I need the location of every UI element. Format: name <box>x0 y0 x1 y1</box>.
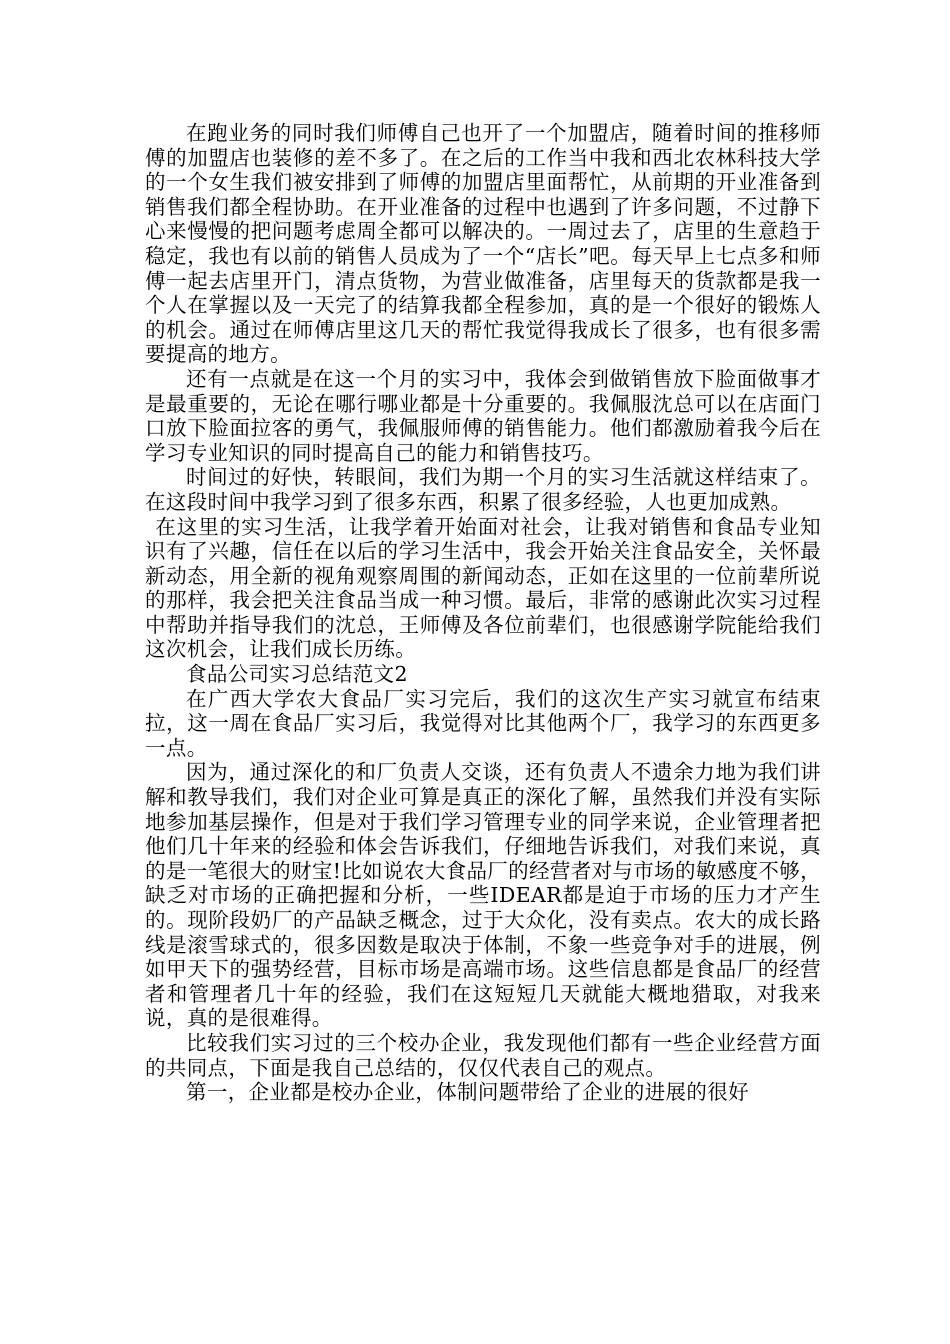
document-body <box>145 121 821 1105</box>
paragraph-first-point: 第一，企业都是校办企业，体制问题带给了企业的进展的很好 <box>186 1080 749 1105</box>
paragraph-comparison: 比较我们实习过的三个校办企业，我发现他们都有一些企业经营方面的共同点，下面是我自己总结的，仅仅代表自己的观点。 <box>145 1030 821 1080</box>
paragraph-sales-lesson: 还有一点就是在这一个月的实习中，我体会到做销售放下脸面做事才是最重要的，无论在哪行哪业都是十分重要的。我佩服沈总可以在店面门口放下脸面拉客的勇气，我佩服师傅的销售能力。他们都激励着我今后在学习专业知识的同时提高自己的能力和销售技巧。 <box>145 366 821 465</box>
paragraph-guangxi-factory: 在广西大学农大食品厂实习完后，我们的这次生产实习就宣布结束拉，这一周在食品厂实习后，我觉得对比其他两个厂，我学习的东西更多一点。 <box>145 686 821 760</box>
paragraph-internship-end: 时间过的好快，转眼间，我们为期一个月的实习生活就这样结束了。在这段时间中我学习到了很多东西，积累了很多经验，人也更加成熟。 <box>145 465 821 514</box>
paragraph-manager-talk: 因为，通过深化的和厂负责人交谈，还有负责人不遗余力地为我们讲解和教导我们，我们对企业可算是真正的深化了解，虽然我们并没有实际地参加基层操作，但是对于我们学习管理专业的同学来说，企业管理者把他们几十年来的经验和体会告诉我们，仔细地告诉我们，对我们来说，真的是一笔很大的财宝!比如说农大食品厂的经营者对与市场的敏感度不够，缺乏对市场的正确把握和分析，一些IDEAR都是迫于市场的压力才产生的。现阶段奶厂的产品缺乏概念，过于大众化，没有卖点。农大的成长路线是滚雪球式的，很多因数是取决于体制，不象一些竞争对手的进展，例如甲天下的强势经营，目标市场是高端市场。这些信息都是食品厂的经营者和管理者几十年的经验，我们在这短短几天就能大概地猎取，对我来说，真的是很难得。 <box>145 760 821 1031</box>
paragraph-thanks: 在这里的实习生活，让我学着开始面对社会，让我对销售和食品专业知识有了兴趣，信任在以后的学习生活中，我会开始关注食品安全，关怀最新动态，用全新的视角观察周围的新闻动态，正如在这里的一位前辈所说的那样，我会把关注食品当成一种习惯。最后，非常的感谢此次实习过程中帮助并指导我们的沈总，王师傅及各位前辈们，也很感谢学院能给我们这次机会，让我们成长历练。 <box>145 514 821 662</box>
paragraph-franchise-store: 在跑业务的同时我们师傅自己也开了一个加盟店，随着时间的推移师傅的加盟店也装修的差不多了。在之后的工作当中我和西北农林科技大学的一个女生我们被安排到了师傅的加盟店里面帮忙，从前期的开业准备到销售我们都全程协助。在开业准备的过程中也遇到了许多问题，不过静下心来慢慢的把问题考虑周全都可以解决的。一周过去了，店里的生意趋于稳定，我也有以前的销售人员成为了一个“店长”吧。每天早上七点多和师傅一起去店里开门，清点货物，为营业做准备，店里每天的货款都是我一个人在掌握以及一天完了的结算我都全程参加，真的是一个很好的锻炼人的机会。通过在师傅店里这几天的帮忙我觉得我成长了很多，也有很多需要提高的地方。 <box>145 121 821 367</box>
section-heading: 食品公司实习总结范文2 <box>186 662 408 687</box>
